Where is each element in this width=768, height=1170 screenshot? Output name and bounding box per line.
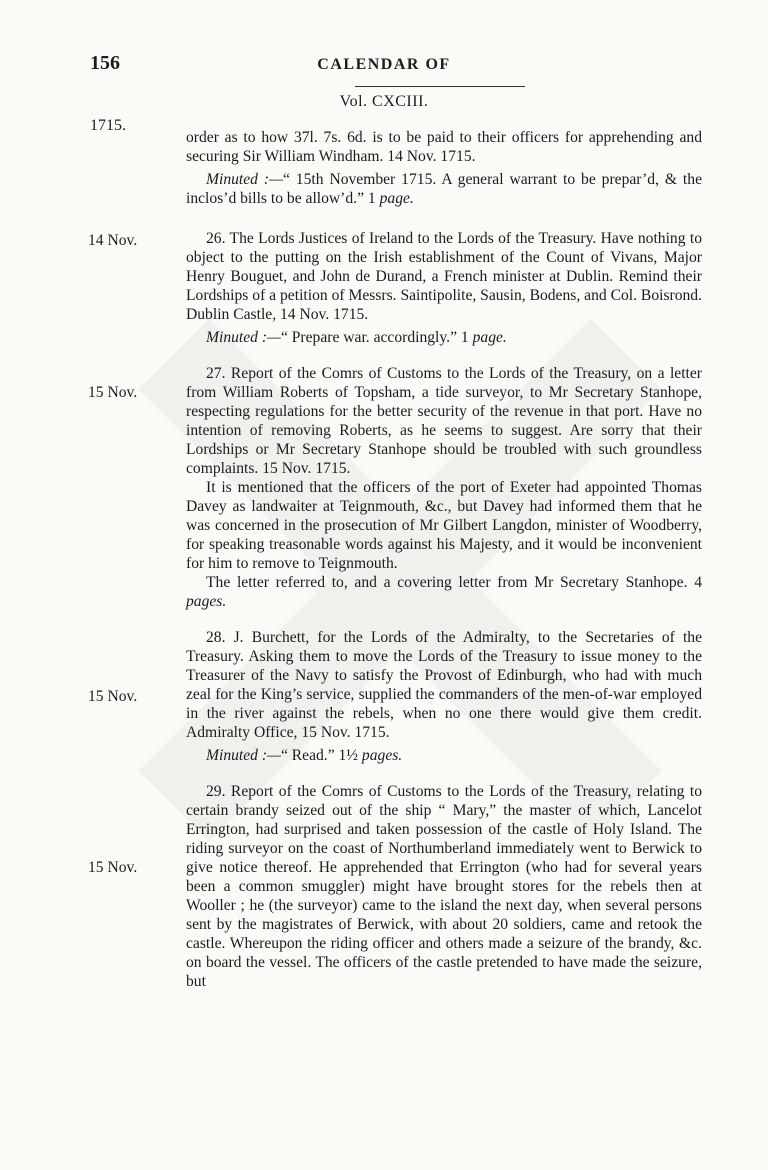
entry-text: 27. Report of the Comrs of Customs to the Lords of the Treasury, on a letter from William Roberts of Topsham, a tide surveyor, to Mr Secretary Stanhope, respecting regulations for the better security of the revenue in that port. Have no intention of removing Roberts, as he seems to suggest. Are sorry that their Lordships or Mr Secretary Stanhope should be troubled with such groundless complaints. 15 Nov. 1715. xyxy=(186,365,702,477)
page-body xyxy=(186,128,702,991)
entry-minute xyxy=(186,746,702,765)
paragraph-text: The letter referred to, and a covering letter from Mr Secretary Stanhope. 4 xyxy=(206,574,702,591)
minute-text: “ Read.” 1½ xyxy=(280,747,359,764)
minute-label: Minuted :— xyxy=(206,171,283,188)
minute-label: Minuted :— xyxy=(206,329,281,346)
entry-paragraph-3 xyxy=(186,573,702,611)
entry-28 xyxy=(186,628,702,765)
page-count: pages. xyxy=(361,747,403,764)
entry-text: 26. The Lords Justices of Ireland to the Lords of the Treasury. Have nothing to object to the putting on the Irish establishment of the Count of Vivans, Major Henry Bouguet, and John de Durand, a French minister at Dublin. Remind their Lordships of a petition of Messrs. Saintipolite, Sausin, Bodens, and Col. Boisrond. Dublin Castle, 14 Nov. 1715. xyxy=(186,230,702,323)
entry-27 xyxy=(186,364,702,611)
entry-text: 28. J. Burchett, for the Lords of the Admiralty, to the Secretaries of the Treasury. Asking them to move the Lords of the Treasury to issue money to the Treasurer of the Navy to satisfy the Provost of Edinburgh, who had with much zeal for the King’s service, supplied the commanders of the men-of-war employed in the river against the rebels, when no one there would give them credit. Admiralty Office, 15 Nov. 1715. xyxy=(186,629,702,741)
minute-text: “ Prepare war. accordingly.” 1 xyxy=(280,329,469,346)
intro-paragraph: order as to how 37l. 7s. 6d. is to be paid to their officers for apprehending and securing Sir William Windham. 14 Nov. 1715. xyxy=(186,129,702,165)
running-title: CALENDAR OF xyxy=(317,56,451,73)
margin-year: 1715. xyxy=(90,117,126,134)
entry-date-28: 15 Nov. xyxy=(88,688,138,705)
entry-paragraph-2: It is mentioned that the officers of the port of Exeter had appointed Thomas Davey as landwaiter at Teignmouth, &c., but Davey had informed them that he was concerned in the prosecution of Mr Gilbert Langdon, minister of Woodberry, for speaking treasonable words against his Majesty, and it would be inconvenient for him to remove to Teignmouth. xyxy=(186,479,702,572)
minute-label: Minuted :— xyxy=(206,747,281,764)
entry-26 xyxy=(186,229,702,347)
entry-date-27: 15 Nov. xyxy=(88,384,138,401)
minute-text: “ 15th November 1715. A general warrant to be prepar’d, & the inclos’d bills to be allow’d.” 1 xyxy=(186,171,702,207)
page-number: 156 xyxy=(90,52,120,74)
entry-date-29: 15 Nov. xyxy=(88,859,138,876)
page-count: page. xyxy=(472,329,507,346)
entry-date-26: 14 Nov. xyxy=(88,232,138,249)
page-count: page. xyxy=(379,190,414,207)
volume-label: Vol. CXCIII. xyxy=(339,93,429,110)
intro-minute xyxy=(186,170,702,208)
entry-29 xyxy=(186,782,702,991)
header-rule xyxy=(355,86,525,87)
page-count: pages. xyxy=(186,593,227,610)
entry-minute xyxy=(186,328,702,347)
entry-text: 29. Report of the Comrs of Customs to the Lords of the Treasury, relating to certain brandy seized out of the ship “ Mary,” the master of which, Lancelot Errington, had surprised and taken possession of the castle of Holy Island. The riding surveyor on the coast of Northumberland immediately went to Berwick to give notice thereof. He apprehended that Errington (who had for several years been a common smuggler) might have brought stores for the rebels then at Wooller ; he (the surveyor) came to the island the next day, when several persons sent by the magistrates of Berwick, with about 20 soldiers, came and retook the castle. Whereupon the riding officer and others made a seizure of the brandy, &c. on board the vessel. The officers of the castle pretended to have made the seizure, but xyxy=(186,783,702,990)
